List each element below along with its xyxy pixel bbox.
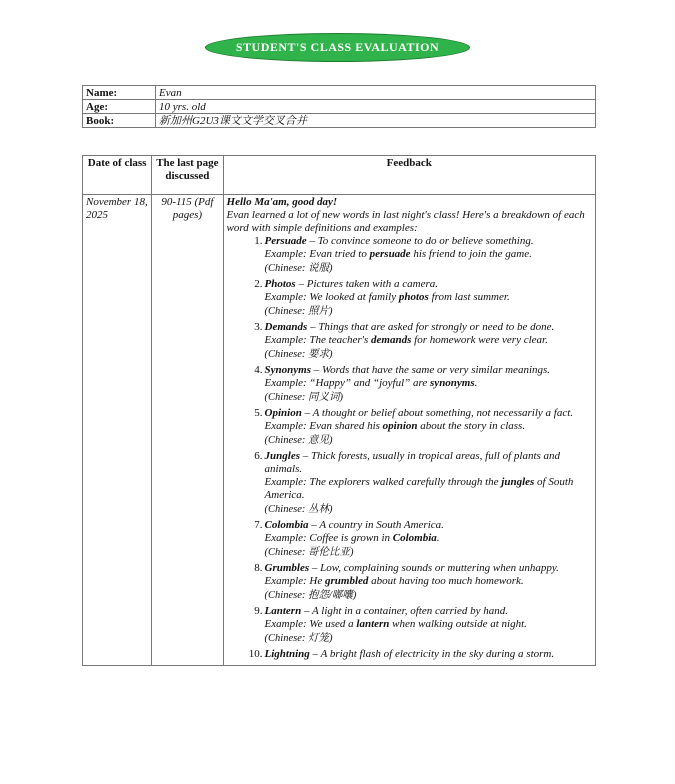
- vocab-definition: – Things that are asked for strongly or need to be done.: [307, 321, 555, 333]
- example-prefix: Example: Coffee is grown in: [264, 532, 393, 544]
- example-prefix: Example: The teacher's: [264, 334, 372, 346]
- vocab-definition: – Pictures taken with a camera.: [295, 278, 438, 290]
- item-number: 10.: [248, 648, 263, 660]
- chinese-translation: (Chinese: 丛林): [264, 504, 333, 515]
- vocab-word: Colombia: [264, 519, 309, 531]
- example-prefix: Example: Evan tried to: [264, 248, 370, 260]
- chinese-translation: (Chinese: 要求): [264, 349, 333, 360]
- list-item: [254, 235, 592, 275]
- page-title: STUDENT'S CLASS EVALUATION: [205, 33, 470, 62]
- name-label: Name:: [83, 86, 156, 100]
- vocab-example: [265, 618, 592, 631]
- example-suffix: his friend to join the game.: [410, 248, 532, 260]
- vocab-word: Grumbles: [264, 562, 310, 574]
- vocab-word: Synonyms: [264, 364, 311, 376]
- book-row: [83, 114, 596, 128]
- age-row: [83, 100, 596, 114]
- vocab-example: [265, 420, 592, 433]
- student-info-table: [82, 85, 596, 128]
- list-item: [254, 364, 592, 404]
- example-prefix: Example: The explorers walked carefully through the: [264, 476, 502, 488]
- example-word: synonyms: [430, 377, 475, 389]
- feedback-table: [82, 155, 596, 666]
- intro-text: Evan learned a lot of new words in last night's class! Here's a breakdown of each word with simple definitions and examples:: [226, 209, 585, 234]
- vocab-definition: – Words that have the same or very similar meanings.: [311, 364, 551, 376]
- chinese-translation: (Chinese: 哥伦比亚): [264, 547, 354, 558]
- vocab-definition: – Thick forests, usually in tropical areas, full of plants and animals.: [264, 450, 561, 475]
- vocab-example: [265, 575, 592, 588]
- vocab-example: [265, 248, 592, 261]
- name-row: [83, 86, 596, 100]
- name-value: Evan: [156, 86, 596, 100]
- chinese-translation: (Chinese: 灯笼): [264, 633, 333, 644]
- table-row: [83, 195, 596, 666]
- date-cell: November 18, 2025: [83, 195, 152, 666]
- list-item: [254, 321, 592, 361]
- chinese-translation: (Chinese: 抱怨/嘟囔): [264, 590, 357, 601]
- vocab-definition: – A bright flash of electricity in the sky during a storm.: [309, 648, 555, 660]
- example-word: lantern: [356, 618, 390, 630]
- vocab-definition: – A light in a container, often carried by hand.: [301, 605, 508, 617]
- example-word: Colombia: [392, 532, 437, 544]
- vocab-example: [265, 291, 592, 304]
- vocab-definition: – A country in South America.: [308, 519, 444, 531]
- list-item: [254, 407, 592, 447]
- item-number: 7.: [254, 519, 263, 531]
- item-number: 3.: [254, 321, 263, 333]
- header-row: [83, 156, 596, 195]
- vocab-word: Photos: [264, 278, 296, 290]
- example-prefix: Example: He: [264, 575, 326, 587]
- example-word: demands: [371, 334, 412, 346]
- example-suffix: of South America.: [264, 476, 574, 501]
- list-item: [254, 562, 592, 602]
- item-number: 4.: [254, 364, 263, 376]
- item-number: 5.: [254, 407, 263, 419]
- example-word: opinion: [382, 420, 418, 432]
- example-prefix: Example: We used a: [264, 618, 357, 630]
- item-number: 8.: [254, 562, 263, 574]
- book-label: Book:: [83, 114, 156, 128]
- vocab-word: Lantern: [264, 605, 302, 617]
- chinese-translation: (Chinese: 说服): [264, 263, 333, 274]
- list-item: [254, 450, 592, 516]
- vocab-definition: – To convince someone to do or believe something.: [306, 235, 534, 247]
- vocab-word: Persuade: [264, 235, 307, 247]
- vocab-example: [265, 532, 592, 545]
- feedback-cell: [223, 195, 595, 666]
- page-cell: 90-115 (Pdf pages): [152, 195, 223, 666]
- list-item: [254, 605, 592, 645]
- vocab-definition: – A thought or belief about something, not necessarily a fact.: [301, 407, 574, 419]
- page-header: The last page discussed: [152, 156, 223, 195]
- vocab-example: [265, 377, 592, 390]
- example-prefix: Example: Evan shared his: [264, 420, 383, 432]
- vocab-word: Jungles: [264, 450, 300, 462]
- vocab-word: Demands: [264, 321, 308, 333]
- vocab-example: [265, 476, 592, 502]
- chinese-translation: (Chinese: 同义词): [264, 392, 343, 403]
- example-suffix: about having too much homework.: [368, 575, 524, 587]
- example-word: persuade: [369, 248, 411, 260]
- example-suffix: for homework were very clear.: [411, 334, 548, 346]
- age-value: 10 yrs. old: [156, 100, 596, 114]
- example-suffix: .: [474, 377, 478, 389]
- example-suffix: from last summer.: [428, 291, 510, 303]
- example-word: grumbled: [325, 575, 369, 587]
- age-label: Age:: [83, 100, 156, 114]
- item-number: 6.: [254, 450, 263, 462]
- example-suffix: about the story in class.: [417, 420, 526, 432]
- greeting-text: Hello Ma'am, good day!: [226, 196, 338, 208]
- vocab-word: Opinion: [264, 407, 302, 419]
- example-suffix: when walking outside at night.: [389, 618, 527, 630]
- list-item: [248, 648, 592, 661]
- item-number: 9.: [254, 605, 263, 617]
- chinese-translation: (Chinese: 照片): [264, 306, 333, 317]
- example-word: photos: [398, 291, 429, 303]
- feedback-header: Feedback: [223, 156, 595, 195]
- word-list: [227, 235, 592, 661]
- chinese-translation: (Chinese: 意见): [264, 435, 333, 446]
- item-number: 2.: [254, 278, 263, 290]
- list-item: [254, 278, 592, 318]
- example-word: jungles: [501, 476, 535, 488]
- example-suffix: .: [436, 532, 440, 544]
- vocab-word: Lightning: [264, 648, 310, 660]
- vocab-example: [265, 334, 592, 347]
- book-value: 新加州G2U3课文文学交叉合并: [156, 114, 596, 128]
- vocab-definition: – Low, complaining sounds or muttering when unhappy.: [309, 562, 559, 574]
- list-item: [254, 519, 592, 559]
- example-prefix: Example: “Happy” and “joyful” are: [264, 377, 431, 389]
- date-header: Date of class: [83, 156, 152, 195]
- example-prefix: Example: We looked at family: [264, 291, 399, 303]
- item-number: 1.: [254, 235, 263, 247]
